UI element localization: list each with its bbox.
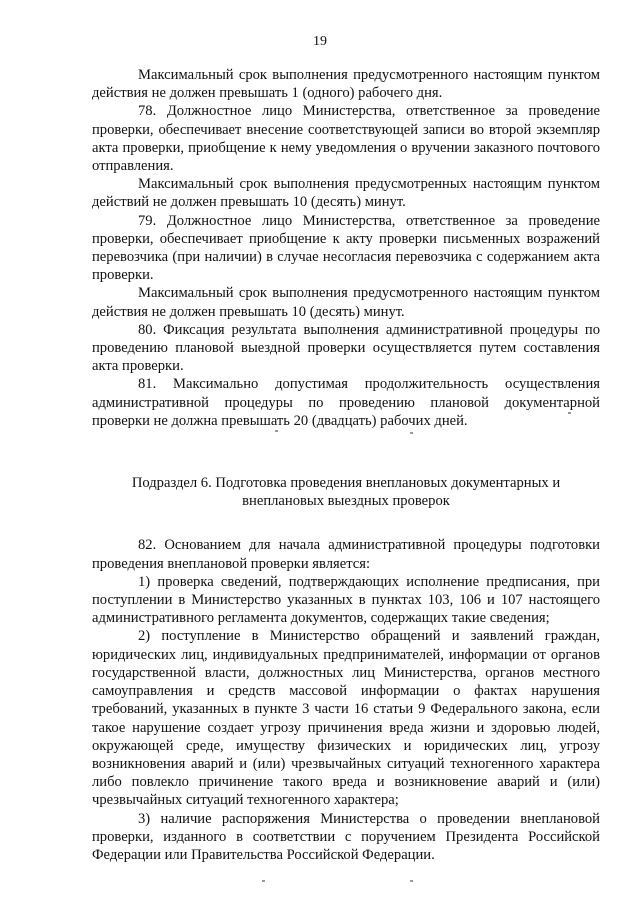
list-item: 2) поступление в Министерство обращений и заявлений граждан, юридических лиц, индивидуальных предпринимателей, информации от органов государственной власти, должностных лиц Министерства, органов местного самоуправления и средств массовой информации о фактах нарушения требований, указанных в пункте 3 части 16 статьи 9 Федерального закона, если такое нарушение создает угрозу причинения вреда жизни и здоровью людей, окружающей среде, имуществу физических и юридических лиц, угрозу возникновения аварий и (или) чрезвычайных ситуаций техногенного характера либо повлекло причинение такого вреда и возникновение аварий и (или) чрезвычайных ситуаций техногенного характера; [92,628,600,809]
list-item: 1) проверка сведений, подтверждающих исполнение предписания, при поступлении в Министерство указанных в пунктах 103, 106 и 107 настоящего административного регламента документов, содержащих такие сведения; [92,573,600,627]
page-number: 19 [313,34,327,49]
paragraph: 80. Фиксация результата выполнения административной процедуры по проведению плановой выездной проверки осуществляется путем составления акта проверки. [92,321,600,375]
document-body [92,66,600,864]
scan-speck [410,880,413,882]
scan-speck [568,412,571,414]
paragraph: 82. Основанием для начала административной процедуры подготовки проведения внеплановой проверки является: [92,537,600,572]
paragraph: 79. Должностное лицо Министерства, ответственное за проведение проверки, обеспечивает приобщение к акту проверки письменных возражений перевозчика (при наличии) в случае несогласия перевозчика с содержанием акта проверки. [92,212,600,284]
scan-speck [275,430,278,432]
scan-speck [410,432,413,434]
paragraph: Максимальный срок выполнения предусмотренного настоящим пунктом действия не должен превышать 10 (десять) минут. [92,285,600,320]
paragraph: 78. Должностное лицо Министерства, ответственное за проведение проверки, обеспечивает внесение соответствующей записи во второй экземпляр акта проверки, приобщение к нему уведомления о вручении заказного почтового отправления. [92,103,600,175]
paragraph: Максимальный срок выполнения предусмотренных настоящим пунктом действий не должен превышать 10 (десять) минут. [92,176,600,211]
paragraph: 81. Максимально допустимая продолжительность осуществления административной процедуры по проведению плановой документарной проверки не должна превышать 20 (двадцать) рабочих дней. [92,376,600,429]
list-item: 3) наличие распоряжения Министерства о проведении внеплановой проверки, изданного в соответствии с поручением Президента Российской Федерации или Правительства Российской Федерации. [92,810,600,863]
subsection-heading: Подраздел 6. Подготовка проведения внеплановых документарных и внеплановых выездных проверок [131,475,561,510]
paragraph: Максимальный срок выполнения предусмотренного настоящим пунктом действия не должен превышать 1 (одного) рабочего дня. [92,67,600,102]
scan-speck [262,880,265,882]
